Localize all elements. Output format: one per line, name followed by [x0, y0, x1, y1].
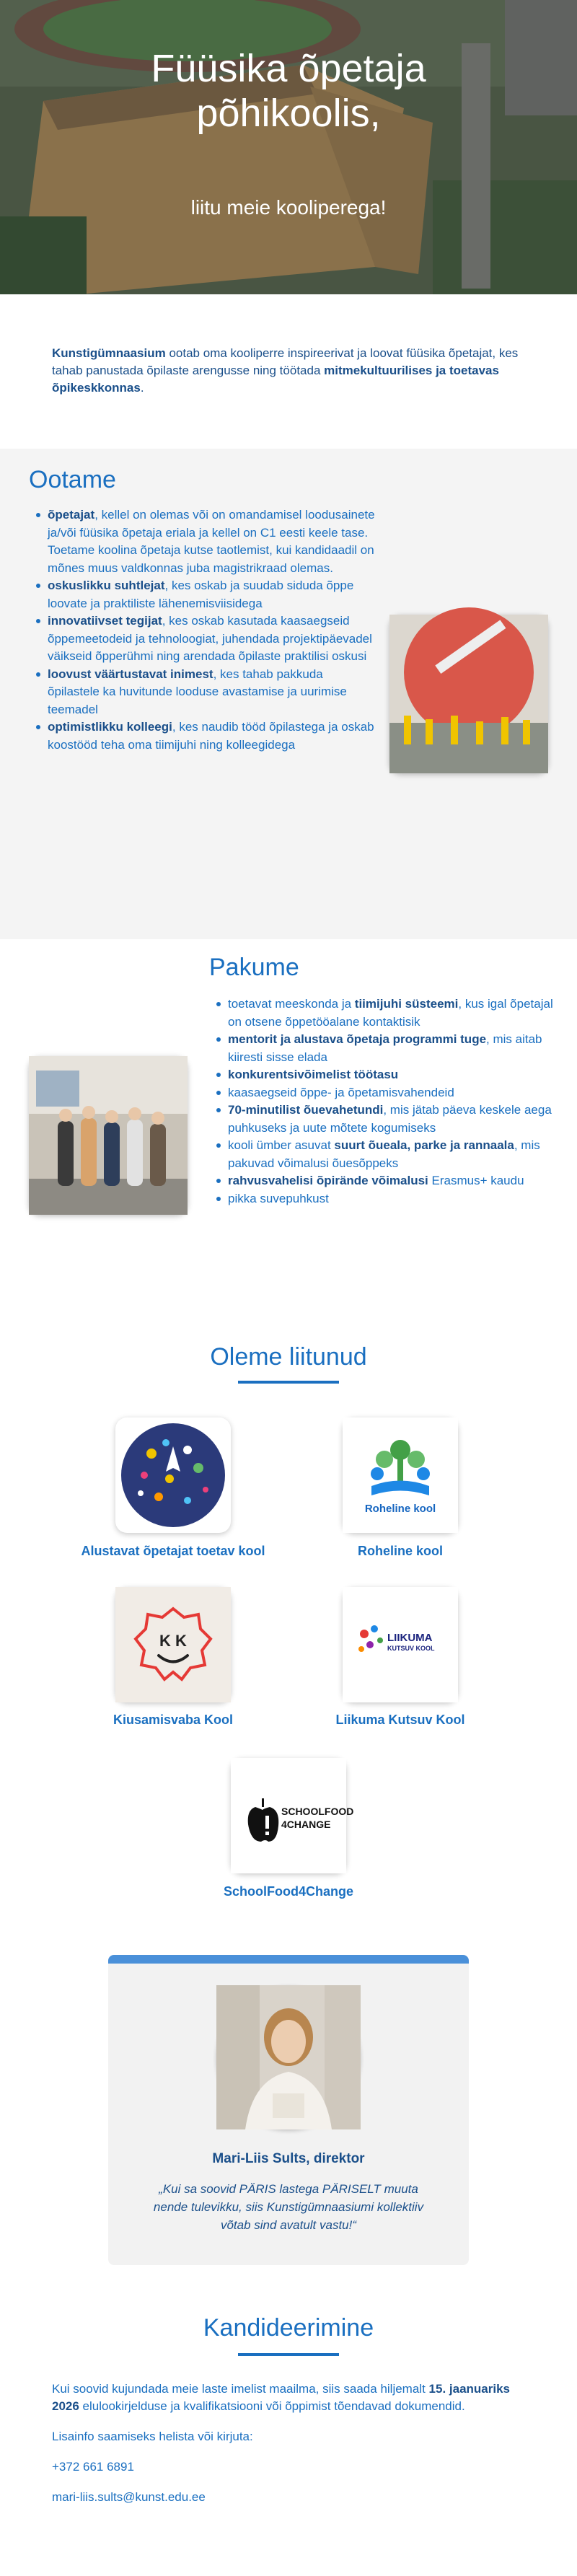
pakume-title: Pakume [209, 954, 299, 981]
logo-card-liikuma[interactable] [343, 1587, 458, 1702]
director-quote: „Kui sa soovid PÄRIS lastega PÄRISELT muuta nende tulevikku, siis Kunstigümnaasiumi kollektiiv võtab sind avatult vastu!“ [153, 2182, 424, 2232]
liikuma-logo-text2: KUTSUV KOOL [387, 1645, 435, 1652]
application-text2: elulookirjelduse ja kvalifikatsiooni või õppimist tõendavad dokumendid. [79, 2399, 465, 2413]
list-item [216, 995, 555, 1031]
ootame-section [0, 449, 577, 939]
logo-label-liikuma: Liikuma Kutsuv Kool [335, 1713, 465, 1727]
list-item-post: Erasmus+ kaudu [428, 1174, 524, 1187]
liitunud-title: Oleme liitunud [210, 1343, 367, 1371]
hero-title-line1: Füüsika õpetaja [151, 47, 426, 90]
pakume-list [216, 995, 555, 1208]
hero-banner [0, 0, 577, 294]
list-item-bold: loovust väärtustavat inimest [48, 667, 213, 681]
roheline-logo-text: Roheline kool [364, 1503, 436, 1515]
teachers-group-photo [29, 1056, 188, 1215]
intro-highlight: mitmekultuurilises ja toetavas õpikeskkonnas [52, 364, 499, 395]
list-item-pre: pikka suvepuhkust [228, 1191, 329, 1205]
ootame-title: Ootame [29, 466, 116, 493]
application-text1: Kui soovid kujundada meie laste imelist maailma, siis saada hiljemalt [52, 2382, 429, 2396]
logo-label-kiusamisvaba: Kiusamisvaba Kool [113, 1713, 234, 1727]
logo-label-schoolfood: SchoolFood4Change [224, 1884, 353, 1899]
list-item-bold: konkurentsivõimelist töötasu [228, 1068, 399, 1081]
list-item-bold: õpetajat [48, 508, 95, 522]
logo-card-roheline[interactable] [343, 1417, 458, 1533]
list-item-bold: suurt õueala, parke ja rannaala [334, 1138, 514, 1152]
title-underline [238, 1381, 339, 1384]
director-name: Mari-Liis Sults, direktor [212, 2151, 365, 2166]
list-item-text: , kes oskab ja suudab siduda õppe loovate ja praktiliste lähenemisviisidega [48, 579, 354, 610]
list-item-text: , kes tahab pakkuda õpilastele ka huvitunde looduse avastamise ja uurimise teemadel [48, 667, 347, 716]
list-item [36, 666, 375, 719]
email-link[interactable]: mari-liis.sults@kunst.edu.ee [52, 2490, 206, 2504]
hero-title-line2: põhikoolis, [196, 92, 381, 135]
students-mural-photo [389, 615, 548, 773]
list-item-bold: innovatiivset tegijat [48, 614, 162, 628]
logo-label-alustav: Alustavat õpetajat toetav kool [81, 1544, 265, 1558]
hero-subtitle: liitu meie kooliperega! [190, 196, 387, 219]
logo-card-kiusamisvaba[interactable] [115, 1587, 231, 1702]
list-item-text: , kes naudib tööd õpilastega ja oskab koostööd teha oma tiimijuhi ning kolleegidega [48, 720, 374, 752]
list-item [216, 1084, 555, 1102]
logo-card-schoolfood[interactable] [231, 1758, 354, 1873]
kiusamisvaba-logo-text: K K [159, 1632, 187, 1650]
liikuma-logo-text: LIIKUMA [387, 1632, 433, 1644]
green-school-tree-icon [343, 1417, 458, 1533]
list-item [36, 612, 375, 666]
list-item-text: , kellel on olemas või on omandamisel loodusainete ja/või füüsika õpetaja eriala ja kellel on C1 eesti keele tase. Toetame koolina õpetaja kutse taotlemist, kui kandidaadil on mõnes muus valdkonnas juba magistrikraad olemas. [48, 508, 375, 575]
list-item-post: , mis aitab kiiresti sisse elada [228, 1032, 542, 1064]
intro-school-name: Kunstigümnaasium [52, 346, 166, 360]
kandideerimine-title: Kandideerimine [203, 2314, 374, 2342]
list-item-pre: kaasaegseid õppe- ja õpetamisvahendeid [228, 1085, 454, 1099]
kandideerimine-body [52, 2381, 528, 2519]
list-item-bold: tiimijuhi süsteemi [354, 997, 459, 1011]
logo-card-alustav[interactable] [115, 1417, 231, 1533]
list-item [216, 1172, 555, 1190]
intro-text1: ootab oma kooliperre inspireerivat ja loovat füüsika õpetajat, kes tahab panustada õpilaste arengusse ning töötada [52, 346, 519, 377]
logo-label-roheline: Roheline kool [357, 1544, 443, 1558]
list-item [216, 1066, 555, 1084]
list-item [216, 1102, 555, 1137]
list-item-post: , mis pakuvad võimalusi õuesõppeks [228, 1138, 540, 1170]
list-item-pre: kooli ümber asuvat [228, 1138, 335, 1152]
intro-text2: . [140, 381, 144, 395]
list-item-bold: oskuslikku suhtlejat [48, 579, 165, 592]
list-item-bold: rahvusvahelisi õpirände võimalusi [228, 1174, 428, 1187]
title-underline [238, 2353, 339, 2356]
list-item [36, 718, 375, 754]
list-item [216, 1190, 555, 1208]
list-item-post: , kus igal õpetajal on otsene õppetööalane kontaktisik [228, 997, 553, 1029]
list-item [36, 577, 375, 612]
phone-link[interactable]: +372 661 6891 [52, 2460, 134, 2474]
list-item [216, 1137, 555, 1172]
schoolfood-logo-text2: 4CHANGE [281, 1819, 331, 1830]
schoolfood-logo-text: SCHOOLFOOD [281, 1806, 354, 1817]
list-item [216, 1031, 555, 1066]
list-item [36, 506, 375, 577]
intro-paragraph [52, 345, 528, 397]
ootame-list [36, 506, 375, 754]
hero-title [0, 46, 577, 136]
list-item-text: , kes oskab kasutada kaasaegseid õppemeetodeid ja tehnoloogiat, juhendada projektipäevadel väikseid õpperühmi ning arendada õpilaste praktilisi oskusi [48, 614, 372, 663]
list-item-bold: 70-minutilist õuevahetundi [228, 1103, 384, 1117]
hero-overlay [0, 0, 577, 294]
rocket-dots-icon [115, 1417, 231, 1533]
director-quote-card [108, 1955, 469, 2265]
application-paragraph [52, 2381, 528, 2415]
info-text: Lisainfo saamiseks helista või kirjuta: [52, 2430, 253, 2443]
application-deadline: 15. jaanuariks 2026 [52, 2382, 510, 2413]
list-item-pre: toetavat meeskonda ja [228, 997, 355, 1011]
director-portrait [216, 1985, 361, 2129]
list-item-post: , mis jätab päeva keskele aega puhkuseks ja uute mõtete kogumiseks [228, 1103, 552, 1135]
list-item-bold: optimistlikku kolleegi [48, 720, 172, 734]
list-item-bold: mentorit ja alustava õpetaja programmi tuge [228, 1032, 487, 1046]
